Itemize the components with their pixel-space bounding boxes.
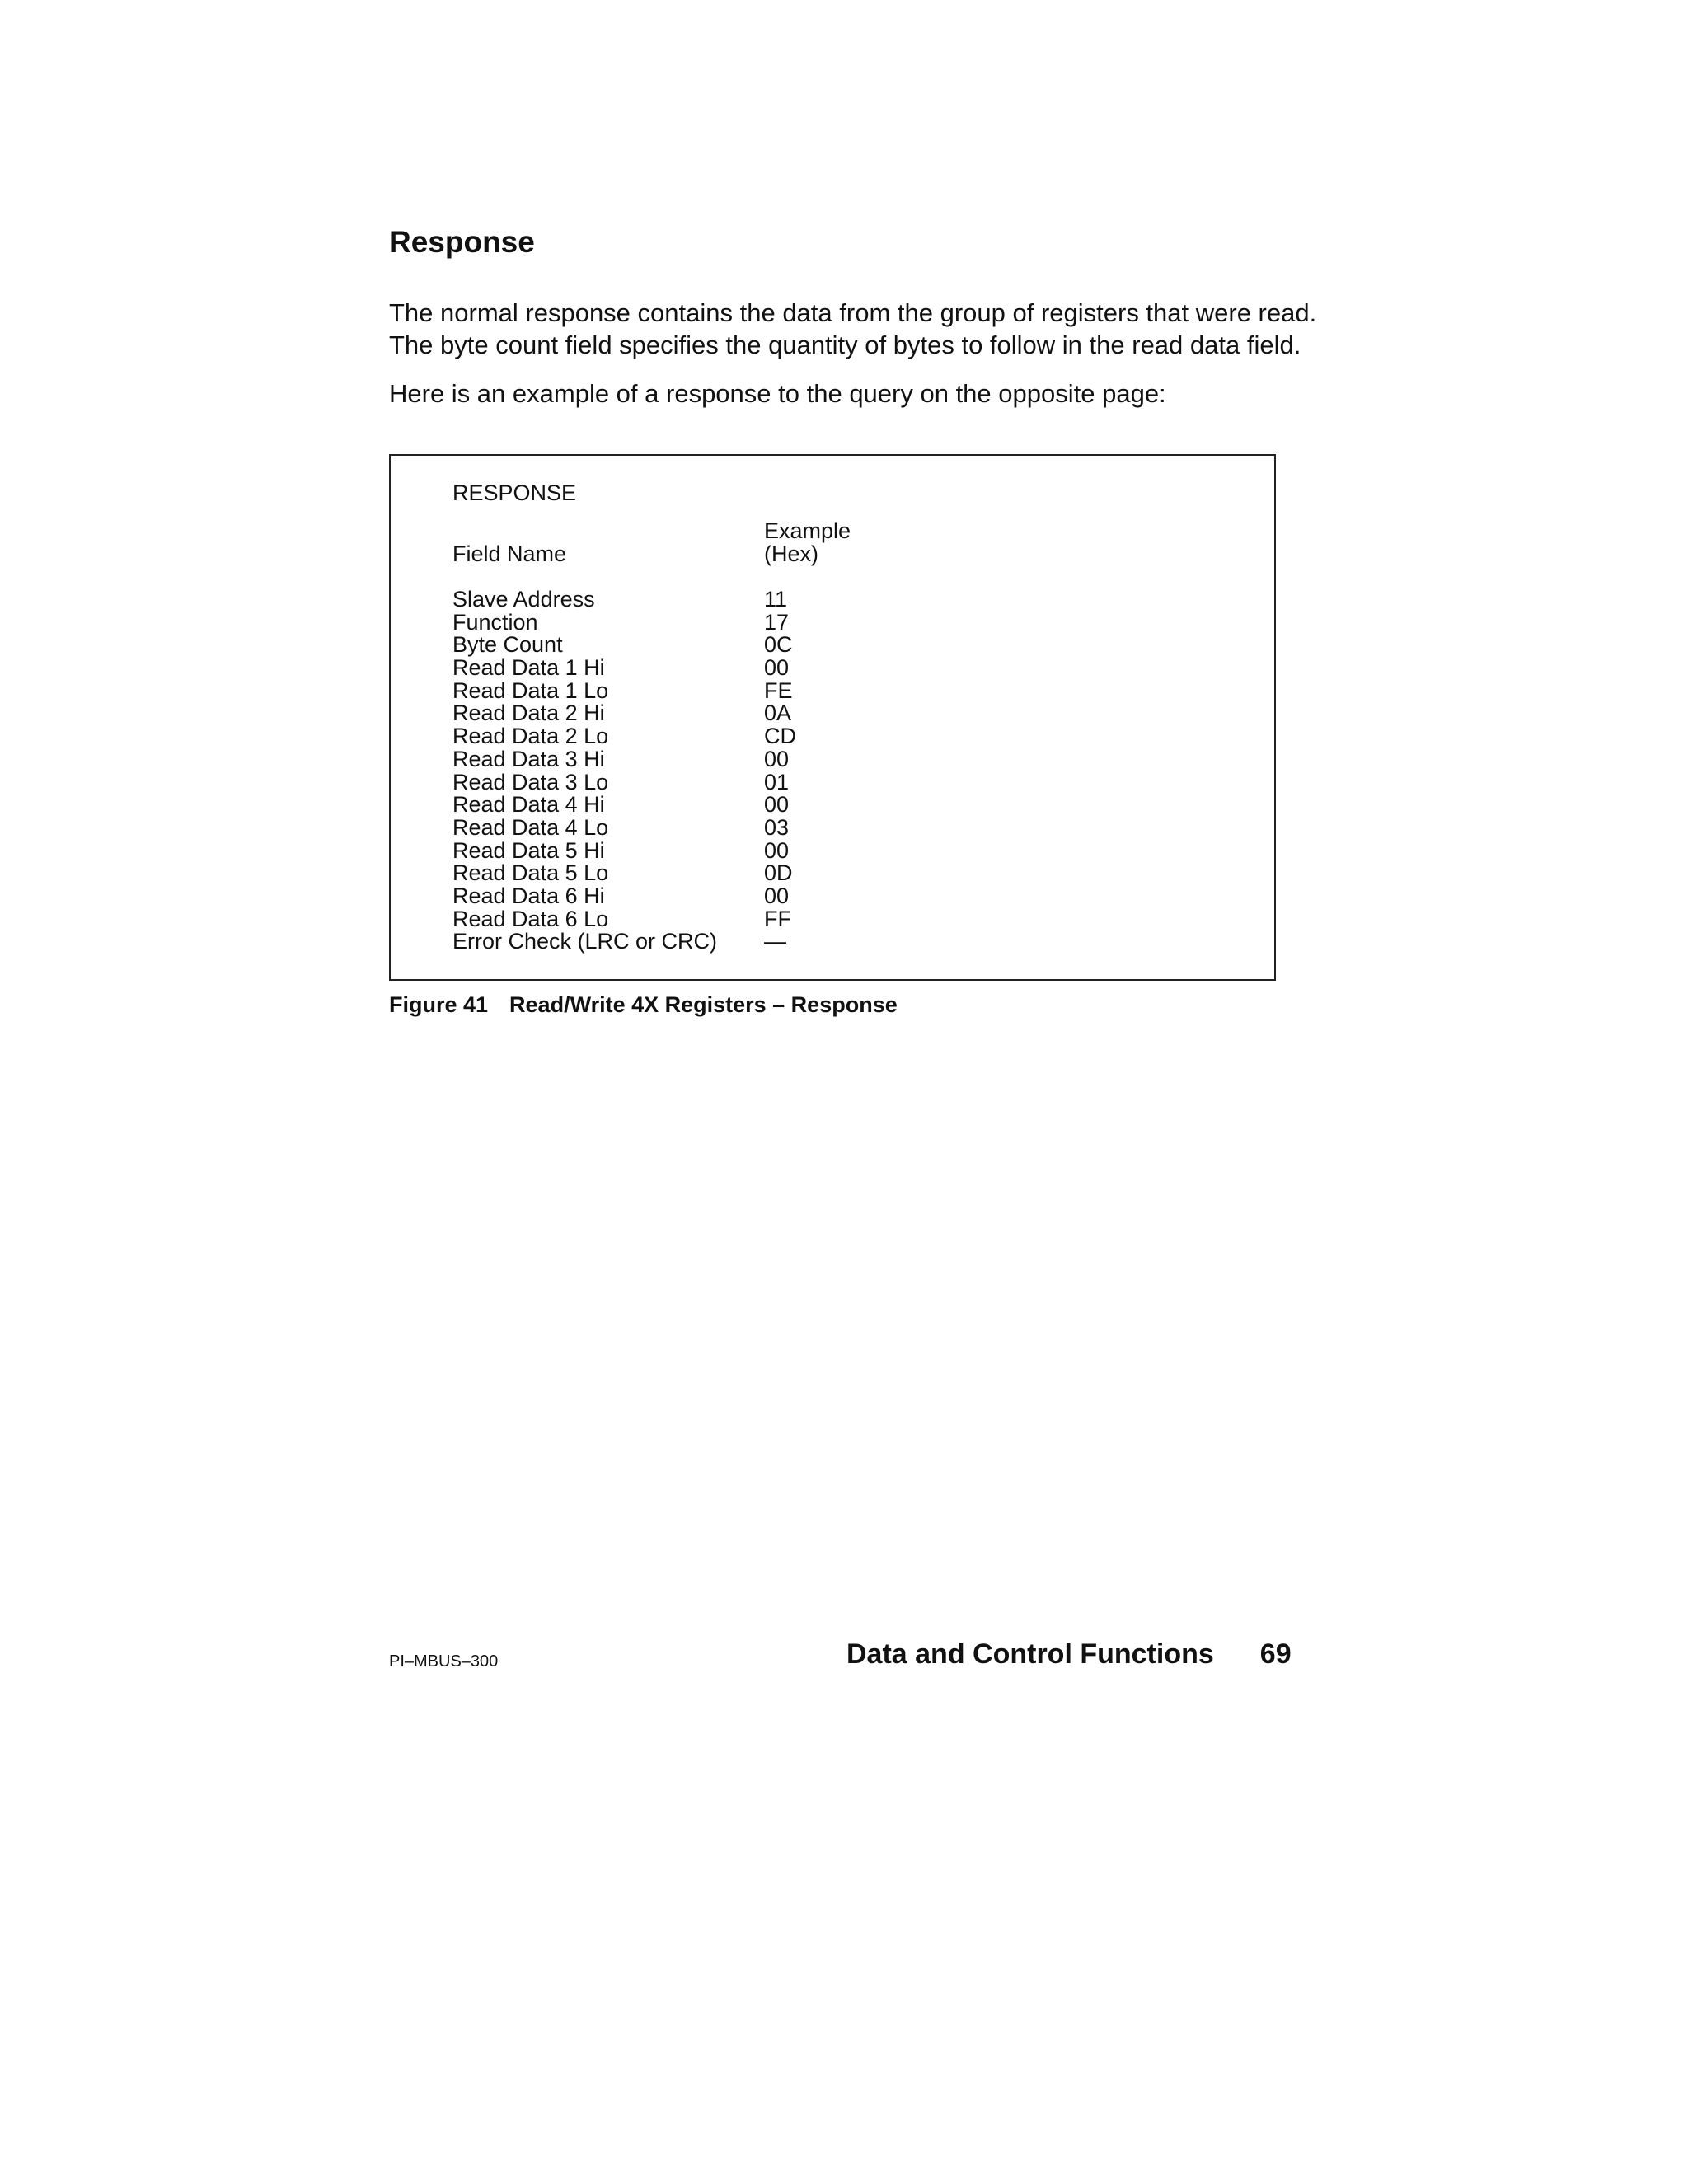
table-row <box>452 771 929 794</box>
paragraph-line: The normal response contains the data from the group of registers that were read. <box>389 298 1317 327</box>
table-row <box>452 656 929 679</box>
example-hex-cell: FF <box>764 906 791 931</box>
field-name-cell: Byte Count <box>452 632 563 658</box>
field-name-cell: Function <box>452 609 538 635</box>
paragraph-line: The byte count field specifies the quantity of bytes to follow in the read data field. <box>389 330 1301 359</box>
field-name-cell: Read Data 2 Hi <box>452 701 605 726</box>
example-hex-cell: 11 <box>764 587 788 612</box>
table-row <box>452 861 929 884</box>
field-name-cell: Read Data 3 Lo <box>452 769 609 794</box>
field-table <box>452 588 929 953</box>
footer-chapter-title: Data and Control Functions <box>846 1638 1214 1670</box>
table-row <box>452 884 929 907</box>
field-name-cell: Read Data 1 Hi <box>452 655 605 681</box>
body-paragraph-1 <box>389 297 1316 361</box>
column-header-line: Example <box>764 518 851 543</box>
footer-chapter <box>846 1638 1292 1671</box>
example-hex-cell: 00 <box>764 792 790 818</box>
response-figure-box <box>389 454 1276 981</box>
figure-caption-text: Read/Write 4X Registers – Response <box>509 992 898 1017</box>
example-hex-cell: 01 <box>764 769 790 794</box>
figure-caption <box>389 990 898 1019</box>
field-name-cell: Read Data 6 Lo <box>452 906 609 931</box>
example-hex-cell: 0C <box>764 632 793 658</box>
field-name-cell: Read Data 5 Hi <box>452 837 605 863</box>
table-row <box>452 701 929 724</box>
column-header-example-hex <box>764 519 851 565</box>
column-header-line: (Hex) <box>764 541 818 566</box>
field-name-cell: Read Data 4 Hi <box>452 792 605 818</box>
field-name-cell: Slave Address <box>452 587 595 612</box>
paragraph-line: Here is an example of a response to the query on the opposite page: <box>389 379 1166 408</box>
field-name-cell: Read Data 4 Lo <box>452 814 609 840</box>
figure-title: RESPONSE <box>452 480 577 505</box>
example-hex-cell: 0A <box>764 701 792 726</box>
table-row <box>452 588 929 611</box>
example-hex-cell: 00 <box>764 837 790 863</box>
example-hex-cell: — <box>764 929 786 954</box>
example-hex-cell: 03 <box>764 814 790 840</box>
example-hex-cell: 00 <box>764 655 790 681</box>
field-name-cell: Error Check (LRC or CRC) <box>452 929 718 954</box>
section-heading: Response <box>389 225 535 259</box>
example-hex-cell: 0D <box>764 860 793 886</box>
page-number: 69 <box>1259 1638 1292 1670</box>
example-hex-cell: FE <box>764 677 793 703</box>
example-hex-cell: CD <box>764 724 796 749</box>
example-hex-cell: 17 <box>764 609 790 635</box>
example-hex-cell: 00 <box>764 746 790 771</box>
table-row <box>452 930 929 953</box>
table-row <box>452 724 929 748</box>
body-paragraph-2 <box>389 377 1166 410</box>
field-name-cell: Read Data 2 Lo <box>452 724 609 749</box>
footer-document-id: PI–MBUS–300 <box>389 1652 499 1671</box>
field-name-cell: Read Data 5 Lo <box>452 860 609 886</box>
table-row <box>452 907 929 930</box>
example-hex-cell: 00 <box>764 883 790 908</box>
table-row <box>452 633 929 656</box>
figure-number: Figure 41 <box>389 992 489 1017</box>
field-name-cell: Read Data 1 Lo <box>452 677 609 703</box>
table-row <box>452 748 929 771</box>
field-name-cell: Read Data 3 Hi <box>452 746 605 771</box>
column-header-field-name: Field Name <box>452 541 567 566</box>
table-row <box>452 839 929 862</box>
table-row <box>452 611 929 634</box>
table-row <box>452 679 929 702</box>
table-row <box>452 816 929 839</box>
field-name-cell: Read Data 6 Hi <box>452 883 605 908</box>
table-row <box>452 793 929 816</box>
